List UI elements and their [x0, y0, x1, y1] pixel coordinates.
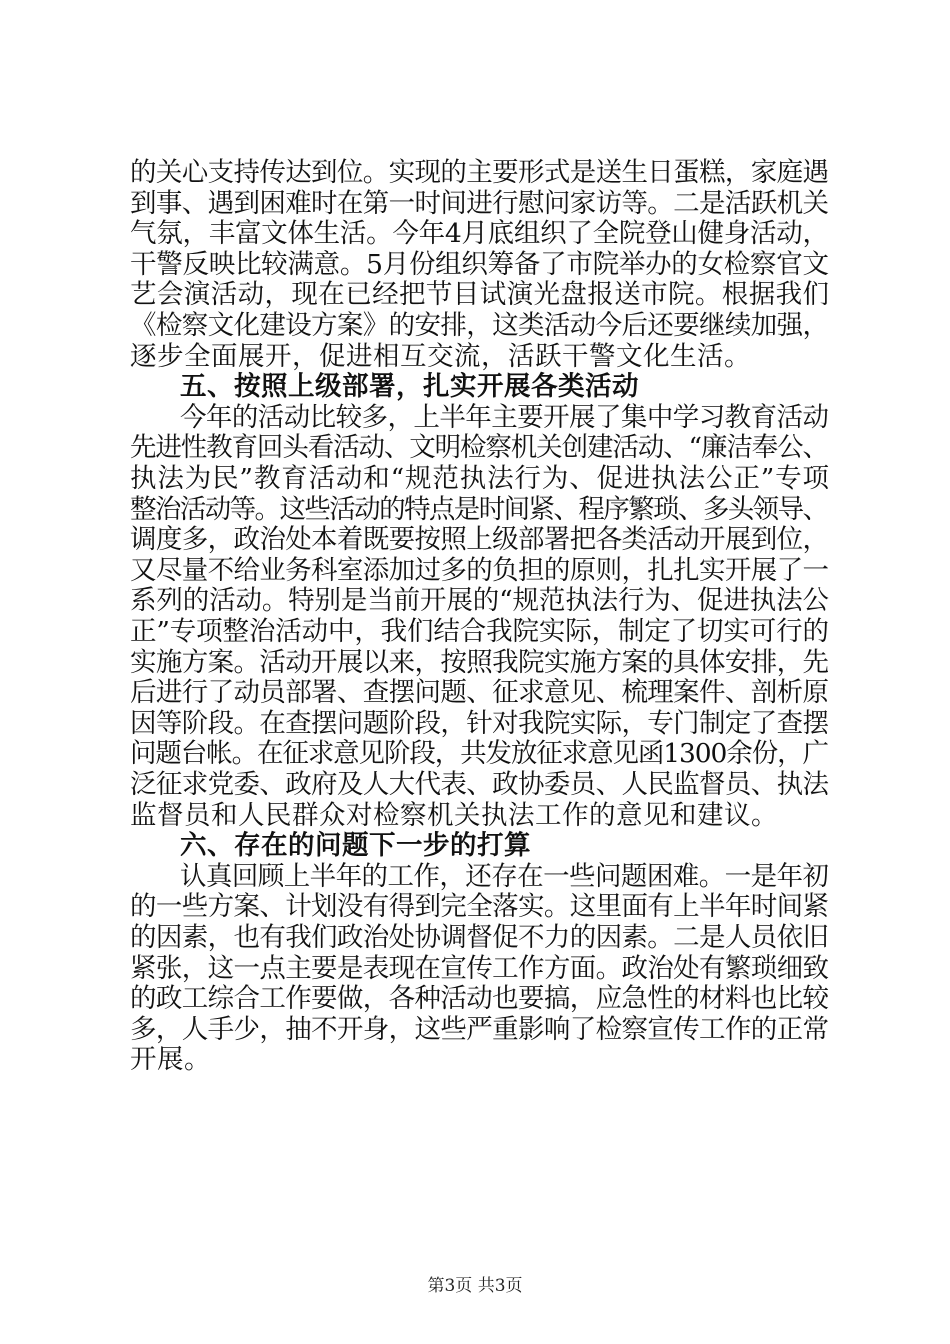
text-line-content: 开展。: [130, 1044, 211, 1076]
text-line-content: 正”专项整治活动中，我们结合我院实际，制定了切实可行的: [130, 616, 829, 647]
text-line-content: 认真回顾上半年的工作，还存在一些问题困难。一是年初: [180, 860, 829, 892]
page-footer: 第3页 共3页: [427, 1276, 523, 1296]
text-line-content: 《检察文化建设方案》的安排，这类活动今后还要继续加强，: [130, 310, 829, 341]
text-line-content: 今年的活动比较多，上半年主要开展了集中学习教育活动: [180, 401, 829, 433]
text-line-content: 先进性教育回头看活动、文明检察机关创建活动、“廉洁奉公、: [130, 432, 828, 464]
text-line-content: 多，人手少，抽不开身，这些严重影响了检察宣传工作的正常: [130, 1013, 829, 1045]
section-heading-text: 五、按照上级部署，扎实开展各类活动: [180, 371, 639, 403]
text-line-content: 后进行了动员部署、查摆问题、征求意见、梳理案件、剖析原: [130, 677, 829, 709]
text-line-content: 的政工综合工作要做，各种活动也要搞，应急性的材料也比较: [130, 983, 829, 1015]
text-line-content: 系列的活动。特别是当前开展的“规范执法行为、促进执法公: [130, 585, 829, 617]
text-line-content: 干警反映比较满意。5月份组织筹备了市院举办的女检察官文: [130, 248, 829, 280]
text-line-content: 气氛，丰富文体生活。今年4月底组织了全院登山健身活动，: [130, 218, 829, 250]
text-line-content: 执法为民”教育活动和“规范执法行为、促进执法公正”专项: [130, 463, 830, 494]
text-line-content: 因等阶段。在查摆问题阶段，针对我院实际，专门制定了查摆: [130, 707, 829, 739]
section-heading-text: 六、存在的问题下一步的打算: [180, 830, 531, 862]
text-line: [0, 1040, 950, 1080]
text-line-content: 整治活动等。这些活动的特点是时间紧、程序繁琐、多头领导、: [130, 493, 828, 525]
text-line-content: 艺会演活动，现在已经把节目试演光盘报送市院。根据我们: [130, 279, 830, 311]
text-line-content: 的一些方案、计划没有得到完全落实。这里面有上半年时间紧: [130, 891, 829, 923]
text-line-content: 问题台帐。在征求意见阶段，共发放征求意见函1300余份，广: [130, 738, 828, 770]
text-line-content: 逐步全面展开，促进相互交流，活跃干警文化生活。: [130, 340, 751, 372]
text-line-content: 监督员和人民群众对检察机关执法工作的意见和建议。: [130, 799, 778, 831]
text-line-content: 的关心支持传达到位。实现的主要形式是送生日蛋糕，家庭遇: [130, 157, 829, 188]
text-line-content: 紧张，这一点主要是表现在宣传工作方面。政治处有繁琐细致: [130, 952, 829, 984]
text-line-content: 实施方案。活动开展以来，按照我院实施方案的具体安排，先: [130, 646, 829, 678]
text-line-content: 的因素，也有我们政治处协调督促不力的因素。二是人员依旧: [130, 922, 829, 953]
text-line-content: 调度多，政治处本着既要按照上级部署把各类活动开展到位，: [130, 524, 829, 556]
text-line-content: 到事、遇到困难时在第一时间进行慰问家访等。二是活跃机关: [130, 187, 829, 219]
text-line-content: 泛征求党委、政府及人大代表、政协委员、人民监督员、执法: [130, 769, 829, 800]
text-line-content: 又尽量不给业务科室添加过多的负担的原则，扎扎实开展了一: [130, 554, 829, 586]
